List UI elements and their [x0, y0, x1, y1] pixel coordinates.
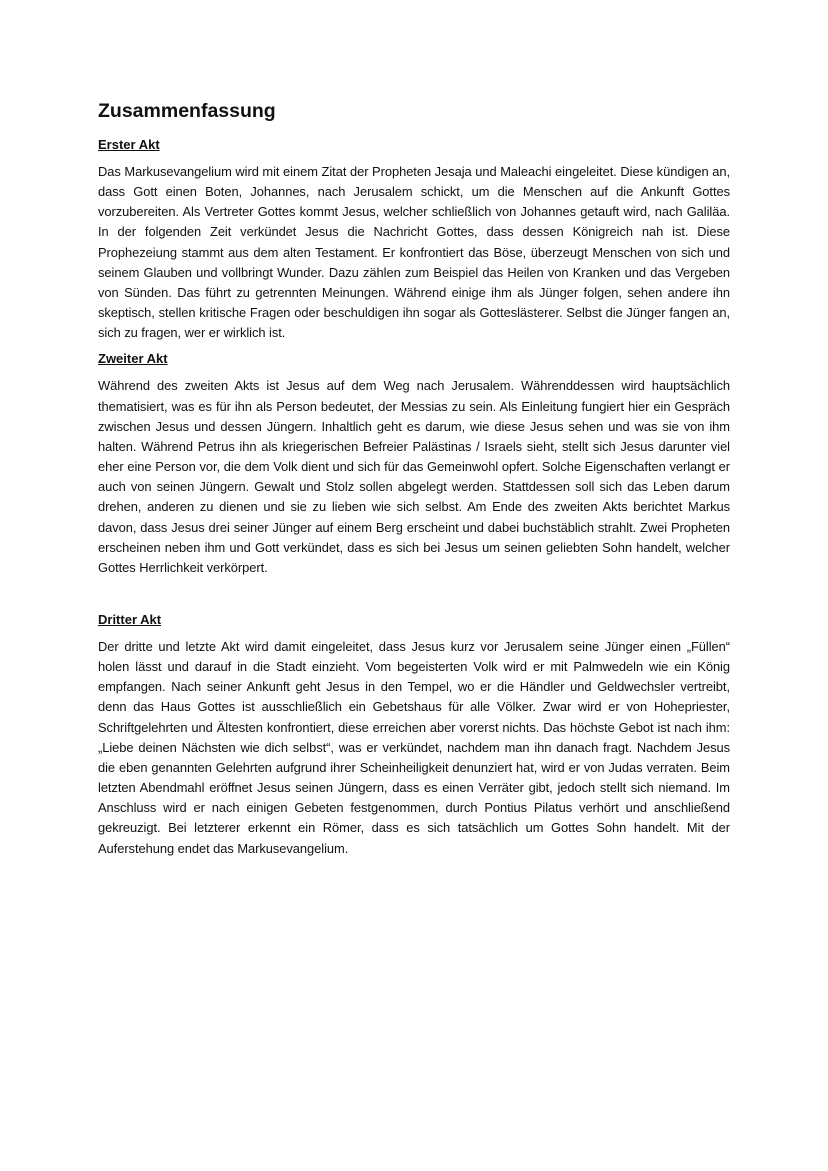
section-spacer [98, 585, 730, 611]
section-heading: Erster Akt [98, 137, 160, 152]
section-paragraph: Während des zweiten Akts ist Jesus auf dem Weg nach Jerusalem. Währenddessen wird hauptsächlich thematisiert, was es für ihn als Person bedeutet, der Messias zu sein. Als Einleitung fungiert hier ein Gespräch zwischen Jesus und dessen Jüngern. Inhaltlich geht es darum, wie diese Jesus sehen und was sie von ihm halten. Während Petrus ihn als kriegerischen Befreier Palästinas / Israels sieht, stellt sich Jesus darunter viel eher eine Person vor, die dem Volk dient und sich für das Gemeinwohl opfert. Solche Eigenschaften verlangt er auch von seinen Jüngern. Gewalt und Stolz sollen abgelegt werden. Stattdessen soll sich das Leben darum drehen, anderen zu dienen und sie zu lieben wie sich selbst. Am Ende des zweiten Akts berichtet Markus davon, dass Jesus drei seiner Jünger auf einem Berg erscheint und dabei buchstäblich strahlt. Zwei Propheten erscheinen neben ihm und Gott verkündet, dass es sich bei Jesus um seinen geliebten Sohn handelt, welcher Gottes Herrlichkeit verkörpert. [98, 378, 730, 575]
section-zweiter-akt [98, 350, 730, 578]
section-heading: Zweiter Akt [98, 351, 168, 367]
document-title: Zusammenfassung [98, 100, 276, 122]
document-page [98, 98, 730, 866]
section-dritter-akt [98, 611, 730, 859]
section-erster-akt [98, 136, 730, 343]
section-paragraph: Der dritte und letzte Akt wird damit eingeleitet, dass Jesus kurz vor Jerusalem seine Jünger einen „Füllen“ holen lässt und darauf in die Stadt einzieht. Vom begeisterten Volk wird er mit Palmwedeln wie ein König empfangen. Nach seiner Ankunft geht Jesus in den Tempel, wo er die Händler und Geldwechsler vertreibt, denn das Haus Gottes ist ausschließlich ein Gebetshaus für alle Völker. Zwar wird er von Hohepriester, Schriftgelehrten und Ältesten konfrontiert, diese erreichen aber vorerst nichts. Das höchste Gebot ist nach ihm: „Liebe deinen Nächsten wie dich selbst“, was er verkündet, nachdem man ihn danach fragt. Nachdem Jesus die eben genannten Gelehrten aufgrund ihrer Scheinheiligkeit denunziert hat, wird er von Judas verraten. Beim letzten Abendmahl eröffnet Jesus seinen Jüngern, dass es einen Verräter gibt, jedoch stellt sich niemand. Im Anschluss wird er nach einigen Gebeten festgenommen, durch Pontius Pilatus verhört und anschließend gekreuzigt. Bei letzterer erkennt ein Römer, dass es sich tatsächlich um Gottes Sohn handelt. Mit der Auferstehung endet das Markusevangelium. [98, 638, 730, 856]
section-heading: Dritter Akt [98, 611, 162, 627]
section-paragraph: Das Markusevangelium wird mit einem Zitat der Propheten Jesaja und Maleachi eingeleitet. Diese kündigen an, dass Gott einen Boten, Johannes, nach Jerusalem schickt, um die Menschen auf die Ankunft Gottes vorzubereiten. Als Vertreter Gottes kommt Jesus, welcher schließlich von Johannes getauft wird, nach Galiläa. In der folgenden Zeit verkündet Jesus die Nachricht Gottes, dass dessen Königreich nah ist. Diese Prophezeiung stammt aus dem alten Testament. Er konfrontiert das Böse, überzeugt Menschen von sich und seinem Glauben und vollbringt Wunder. Dazu zählen zum Beispiel das Heilen von Kranken und das Vergeben von Sünden. Das führt zu getrennten Meinungen. Während einige ihm als Jünger folgen, sehen andere ihn skeptisch, stellen kritische Fragen oder beschuldigen ihn sogar als Gotteslästerer. Selbst die Jünger fangen an, sich zu fragen, wer er wirklich ist. [98, 164, 730, 341]
